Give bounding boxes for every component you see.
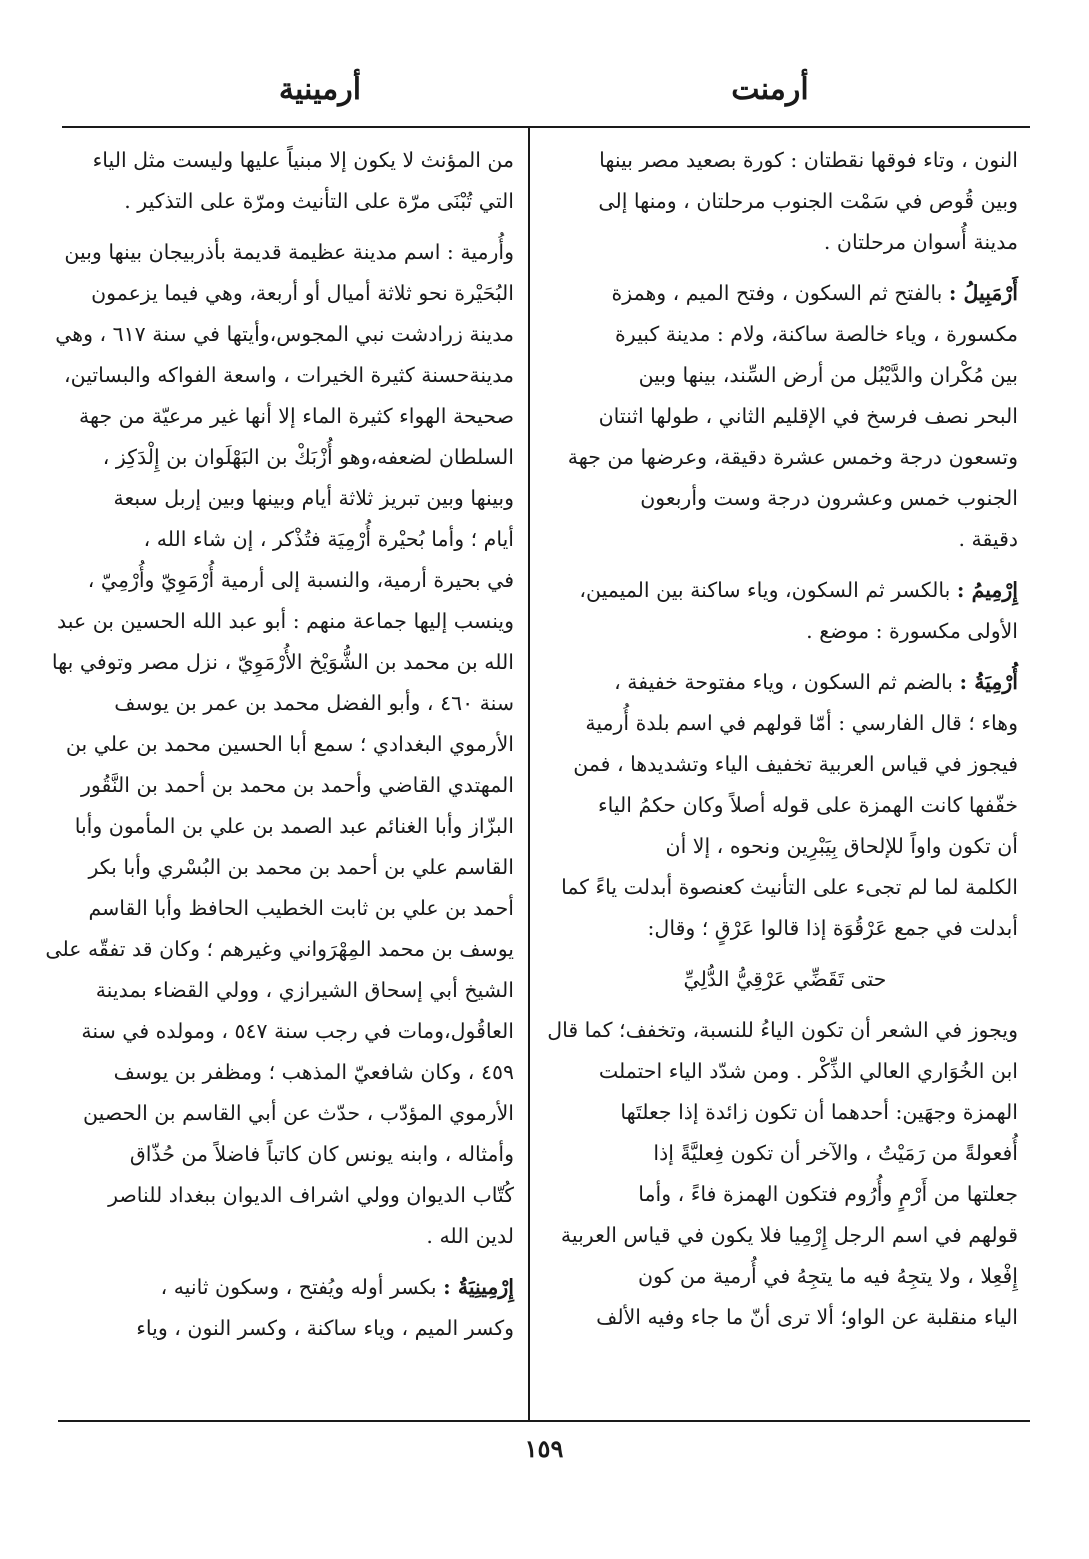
text-line: سنة ٤٦٠ ، وأبو الفضل محمد بن عمر بن يوسف (114, 691, 514, 715)
text-line: من المؤنث لا يكون إلا مبنياً عليها وليست مثل الياء (92, 148, 514, 172)
text-line: الأرموي البغدادي ؛ سمع أبا الحسين محمد بن علي بن (65, 732, 514, 756)
left-column (45, 140, 514, 1415)
bottom-rule (58, 1420, 1030, 1422)
text-line: مدينة زرادشت نبي المجوس،وأيتها في سنة ٦١٧ ، وهي (55, 322, 514, 346)
text-line: ويجوز في الشعر أن تكون الياءُ للنسبة، وتخفف؛ كما قال (547, 1018, 1018, 1042)
entry-armabil-first-line (552, 273, 1018, 314)
text-line: التي تُبْنَى مرّة على التأنيث ومرّة على التذكير . (124, 189, 514, 213)
text-line: البُحَيْرة نحو ثلاثة أميال أو أربعة، وهي فيما يزعمون (91, 281, 514, 305)
top-rule (62, 126, 1030, 128)
text-line: الجنوب خمس وعشرون درجة وست وأربعون (640, 486, 1018, 510)
text-segment: بالفتح ثم السكون ، وفتح الميم ، وهمزة (611, 281, 943, 305)
text-line: مدينة أُسوان مرحلتان . (823, 230, 1018, 254)
paragraph-gap (70, 222, 514, 232)
text-segment: بالضم ثم السكون ، وياء مفتوحة خفيفة ، (614, 670, 953, 694)
header-right-title: أرمنت (731, 72, 809, 107)
text-line: الله بن محمد بن الشُّوَيْخ الأُرْمَوِيّ ، نزل مصر وتوفي بها (51, 650, 514, 674)
text-line: خفّفها كانت الهمزة على قوله أصلاً وكان حكمُ الياء (597, 793, 1018, 817)
headword-irmim: إِرْمِيمُ : (956, 578, 1018, 602)
text-line: ابن الخُوَاري العالي الذِّكْر . ومن شدّد الياء احتملت (598, 1059, 1018, 1083)
text-line: وهاء ؛ قال الفارسي : أمّا قولهم في اسم بلدة أُرمية (585, 711, 1018, 735)
text-line: المهتدي القاضي وأحمد بن محمد بن أحمد بن النَّقُور (80, 773, 514, 797)
text-line: أيام ؛ وأما بُحيْرة أُرْمِيَة فتُذْكر ، إن شاء الله ، (143, 527, 514, 551)
text-line: الأولى مكسورة : موضع . (806, 619, 1018, 643)
text-line: قولهم في اسم الرجل إِرْمِيا فلا يكون في قياس العربية (560, 1223, 1018, 1247)
text-line: بين مُكْران والدَّيْبُل من أرض السِّند، بينها وبين (638, 363, 1018, 387)
headword-irminiya: إِرْمِينِيَةُ : (443, 1275, 514, 1299)
text-line: لدين الله . (426, 1224, 514, 1248)
text-line: فيجوز في قياس العربية تخفيف الياء وتشديدها ، فمن (573, 752, 1018, 776)
text-line: أحمد بن علي بن ثابت الخطيب الحافظ وأبا القاسم (88, 896, 514, 920)
text-line: الكلمة لما لم تجىء على التأنيث كعنصوة أبدلت ياءً كما (561, 875, 1018, 899)
column-divider (528, 128, 530, 1420)
text-line: في بحيرة أرمية، والنسبة إلى أرمية أُرْمَوِيّ وأُرْمِيّ ، (87, 568, 514, 592)
text-line: جعلتها من أَرْمٍ وأُرُوم فتكون الهمزة فاءً ، وأما (638, 1182, 1018, 1206)
text-line: إِفْعِلا ، ولا يتجِهُ فيه ما يتجِهُ في أُرمية من كون (637, 1264, 1018, 1288)
text-line: وبينها وبين تبريز ثلاثة أيام وبينها وبين إربل سبعة (113, 486, 514, 510)
poetry-verse: حتى تَقَضِّي عَرْقِيُّ الدُّلِيِّ (683, 967, 887, 991)
paragraph-gap (552, 560, 1018, 570)
text-line: مدينةحسنة كثيرة الخيرات ، واسعة الفواكه والبساتين، (64, 363, 514, 387)
text-line: يوسف بن محمد المِهْرَواني وغيرهم ؛ وكان قد تفقّه على (45, 937, 514, 961)
text-line: العاقُول،ومات في رجب سنة ٥٤٧ ، ومولده في سنة (81, 1019, 514, 1043)
text-line: أن تكون واواً للإلحاق بِيَبْرِين ونحوه ، إلا أن (665, 834, 1018, 858)
paragraph-gap (552, 263, 1018, 273)
page-number: ١٥٩ (524, 1434, 564, 1463)
text-line: وينسب إليها جماعة منهم : أبو عبد الله الحسين بن عبد (57, 609, 514, 633)
paragraph-gap (552, 1000, 1018, 1010)
text-line: وأُرمية : اسم مدينة عظيمة قديمة بأذربيجان بينها وبين (64, 240, 514, 264)
text-line: وتسعون درجة وخمس عشرة دقيقة، وعرضها من جهة (567, 445, 1018, 469)
text-line: النون ، وتاء فوقها نقطتان : كورة بصعيد مصر بينها (599, 148, 1018, 172)
entry-irminiya-first-line (70, 1267, 514, 1308)
paragraph-gap (552, 949, 1018, 959)
text-line: كُتّاب الديوان وولي اشراف الديوان ببغداد للناصر (108, 1183, 514, 1207)
text-line: وكسر الميم ، وياء ساكنة ، وكسر النون ، وياء (136, 1316, 514, 1340)
text-line: البزّاز وأبا الغنائم عبد الصمد بن علي بن المأمون وأبا (74, 814, 514, 838)
text-line: وأمثاله ، وابنه يونس كان كاتباً فاضلاً من حُذّاق (129, 1142, 514, 1166)
text-segment: بالكسر ثم السكون، وياء ساكنة بين الميمين، (579, 578, 951, 602)
text-line: الياء منقلبة عن الواو؛ ألا ترى أنّ ما جاء وفيه الألف (596, 1305, 1018, 1329)
text-segment: بكسر أوله ويُفتح ، وسكون ثانيه ، (160, 1275, 437, 1299)
right-column (547, 140, 1018, 1415)
text-line: وبين قُوص في سَمْت الجنوب مرحلتان ، ومنها إلى (598, 189, 1018, 213)
entry-urmiya-first-line (552, 662, 1018, 703)
text-line: الأرموي المؤدّب ، حدّث عن أبي القاسم بن الحصين (83, 1101, 514, 1125)
headword-urmiya: أُرْمِيَةُ : (959, 670, 1018, 694)
header-left-title: أرمينية (278, 72, 362, 107)
text-line: الهمزة وجهَين: أحدهما أن تكون زائدة إذا جعلتَها (620, 1100, 1018, 1124)
paragraph-gap (70, 1257, 514, 1267)
text-line: ٤٥٩ ، وكان شافعيّ المذهب ؛ ومظفر بن يوسف (113, 1060, 514, 1084)
text-line: دقيقة . (958, 527, 1018, 551)
headword-armabil: أَرْمَبِيلُ : (948, 281, 1018, 305)
text-line: أُفعولةً من رَمَيْتُ ، والآخر أن تكون فِعليَّةً إذا (653, 1141, 1018, 1165)
text-line: الشيخ أبي إسحاق الشيرازي ، وولي القضاء بمدينة (95, 978, 514, 1002)
text-line: السلطان لضعفه،وهو أُزْبَكْ بن البَهْلَوان بن إِلْدَكِز ، (102, 445, 514, 469)
text-line: القاسم علي بن أحمد بن محمد بن البُسْري وأبا بكر (88, 855, 514, 879)
text-line: صحيحة الهواء كثيرة الماء إلا أنها غير مرعيّة من جهة (79, 404, 514, 428)
paragraph-gap (552, 652, 1018, 662)
text-line: البحر نصف فرسخ في الإقليم الثاني ، طولها اثنتان (598, 404, 1018, 428)
text-line: أبدلت في جمع عَرْقُوَة إذا قالوا عَرْقٍ ؛ وقال: (647, 916, 1018, 940)
text-line: مكسورة ، وياء خالصة ساكنة، ولام : مدينة كبيرة (615, 322, 1018, 346)
entry-irmim-first-line (552, 570, 1018, 611)
